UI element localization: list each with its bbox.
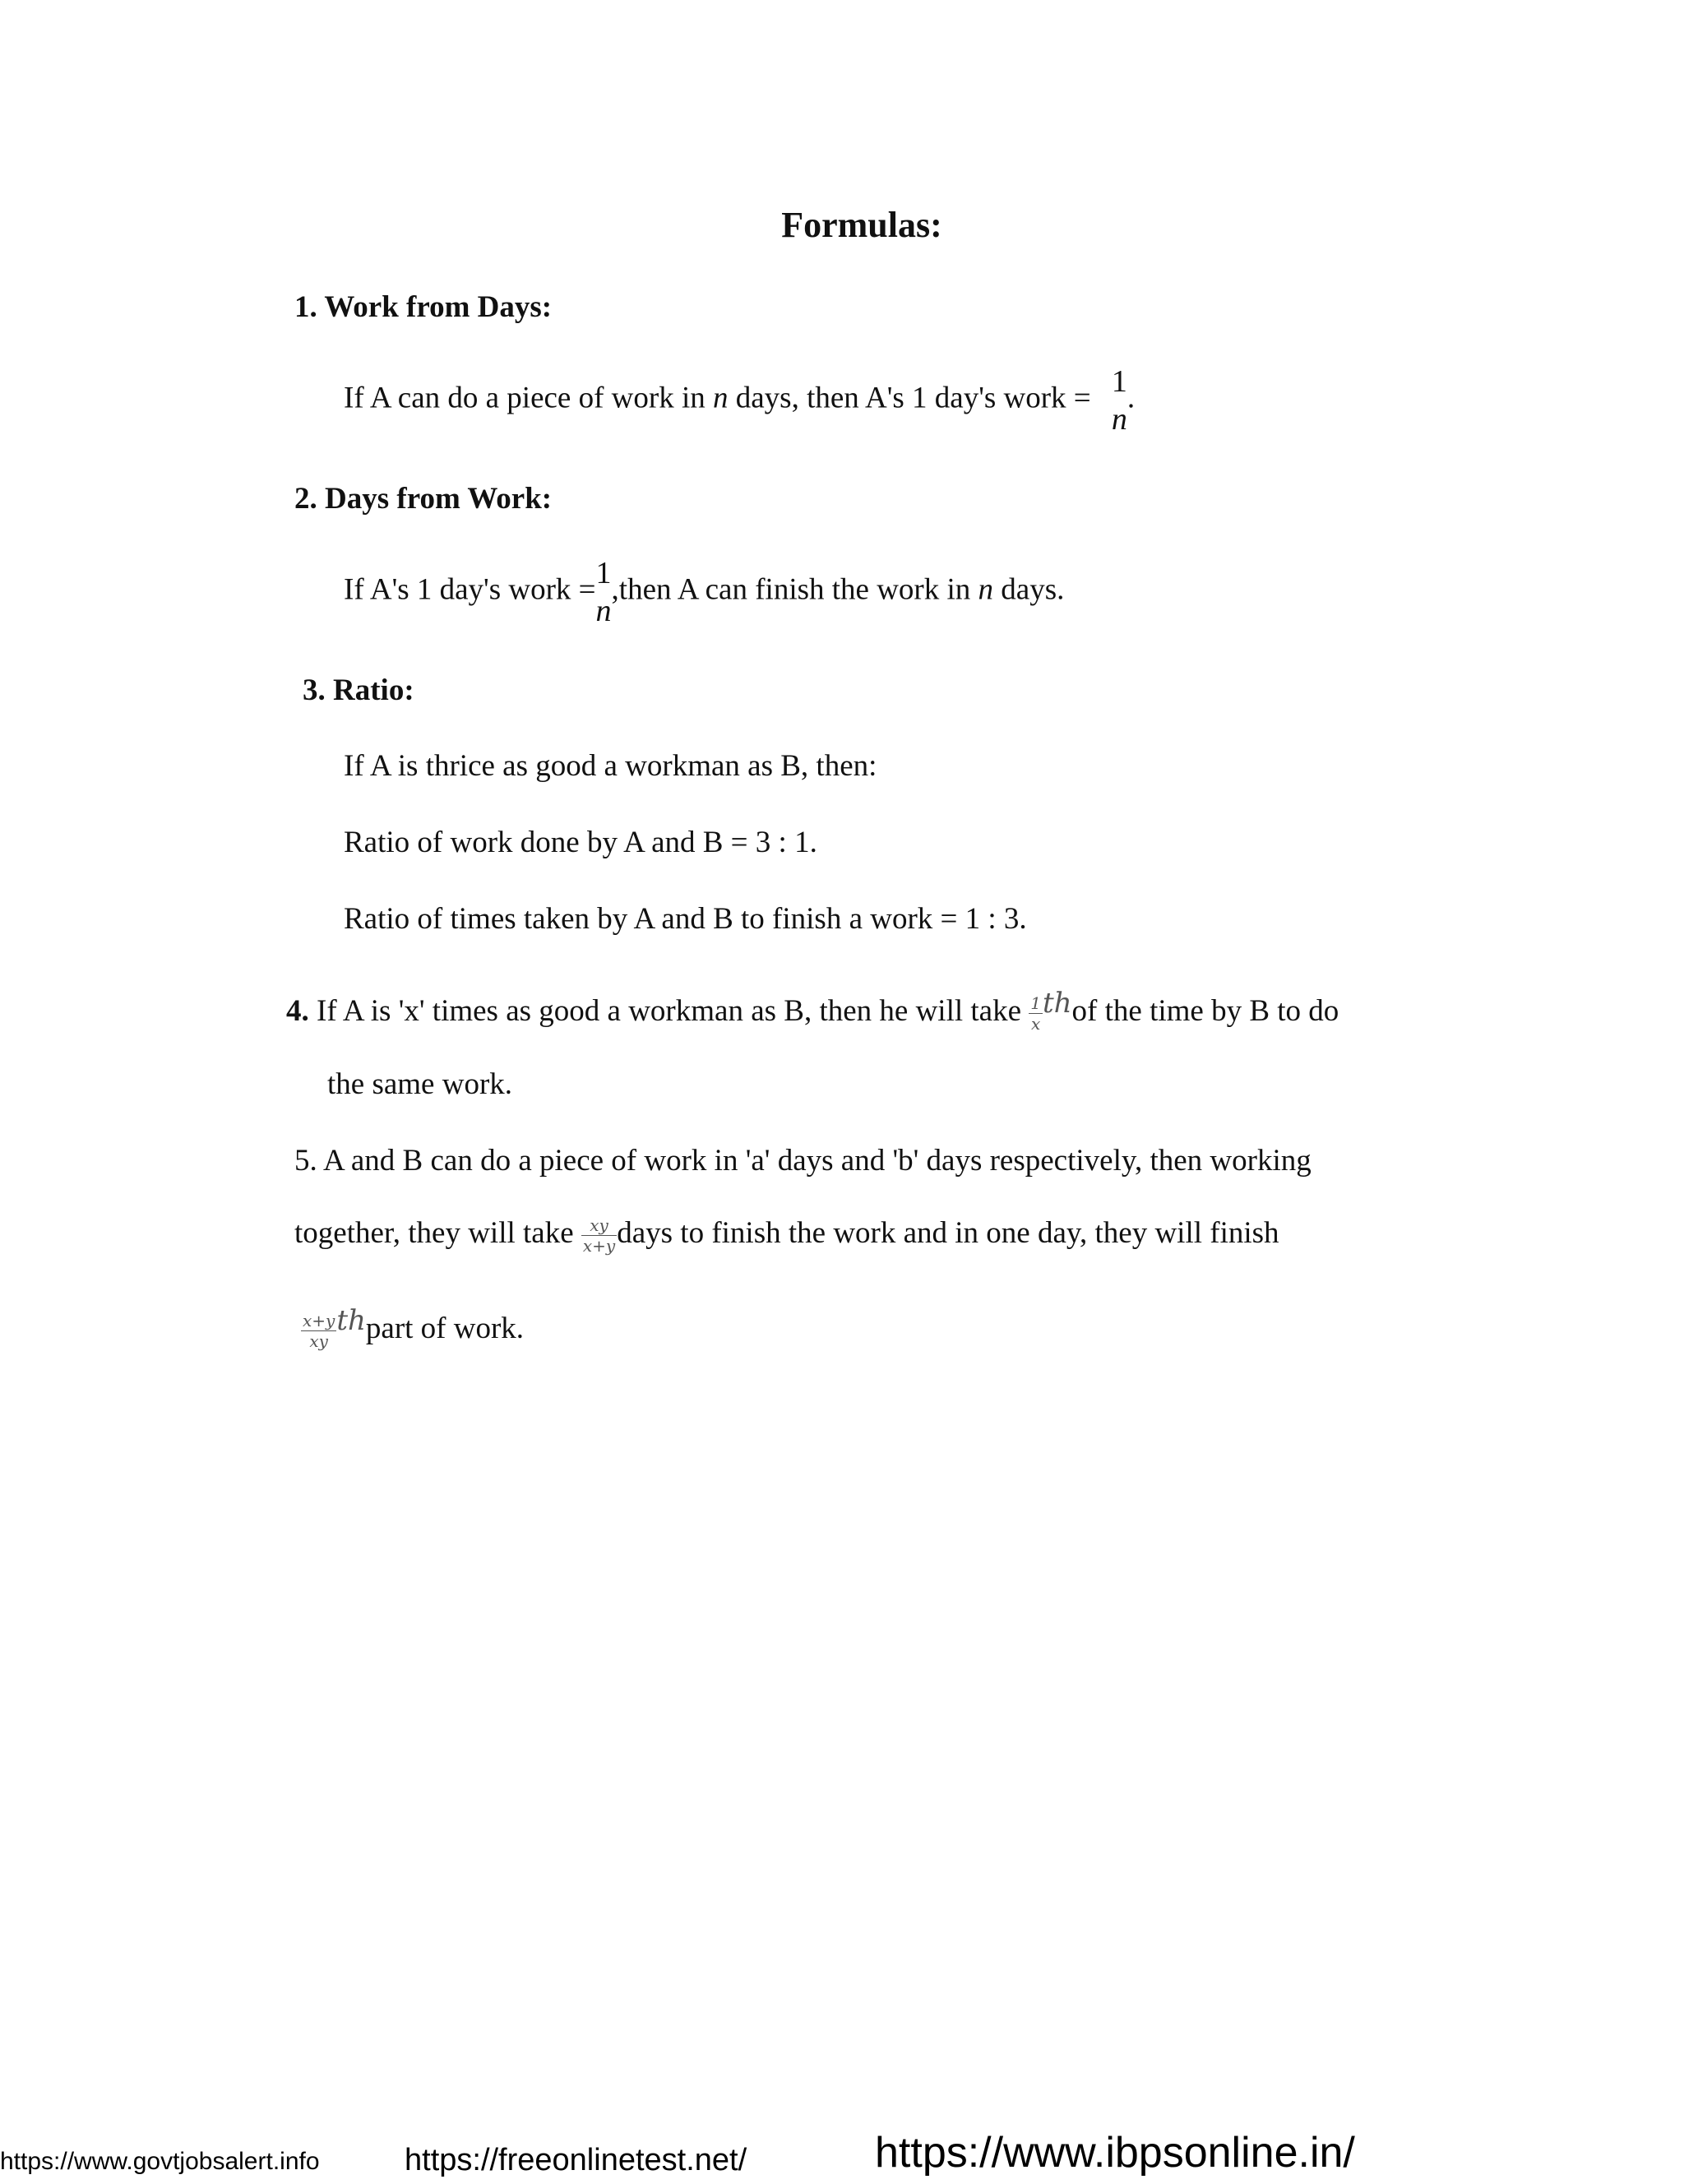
section-4-th: th <box>1042 987 1072 1020</box>
section-1-text-before: If A can do a piece of work in <box>344 381 713 415</box>
section-4-line-2: the same work. <box>327 1067 513 1101</box>
fraction-numerator: xy <box>581 1217 617 1236</box>
fraction-denominator: n <box>1111 402 1127 437</box>
section-3-heading: 3. Ratio: <box>303 673 414 707</box>
section-4-fraction <box>1029 995 1043 1032</box>
fraction-denominator: x+y <box>582 1236 616 1256</box>
footer-link-govtjobsalert[interactable]: https://www.govtjobsalert.info <box>0 2148 320 2175</box>
section-5-line-2-after: days to finish the work and in one day, they will finish <box>617 1216 1279 1250</box>
section-1-var: n <box>713 381 729 415</box>
fraction-numerator: x+y <box>303 1311 335 1331</box>
section-2-heading: 2. Days from Work: <box>294 482 553 516</box>
section-5-line-3 <box>301 1304 525 1352</box>
section-2-text <box>344 558 1064 627</box>
section-3-line-2: Ratio of work done by A and B = 3 : 1. <box>344 826 817 859</box>
fraction-numerator: 1 <box>1111 364 1127 399</box>
section-2-var: n <box>978 572 994 607</box>
section-5-th: th <box>336 1304 366 1337</box>
footer-link-ibpsonline[interactable]: https://www.ibpsonline.in/ <box>875 2129 1355 2177</box>
fraction-denominator: x <box>1030 1014 1041 1034</box>
section-4-text-after: of the time by B to do <box>1071 994 1339 1028</box>
page-title: Formulas: <box>781 205 942 245</box>
section-3-line-3: Ratio of times taken by A and B to finish a work = 1 : 3. <box>344 902 1027 936</box>
section-5-line-1: 5. A and B can do a piece of work in 'a' days and 'b' days respectively, then working <box>294 1144 1312 1178</box>
fraction-numerator: 1 <box>595 556 612 590</box>
fraction-denominator: xy <box>309 1331 328 1352</box>
section-1-text <box>344 366 1135 435</box>
section-2-tail: days. <box>993 572 1065 607</box>
section-4-line-1 <box>286 987 1339 1032</box>
section-1-fraction <box>1112 366 1127 435</box>
section-2-text-before: If A's 1 day's work = <box>344 572 596 607</box>
section-5-line-3-after: part of work. <box>365 1312 525 1345</box>
section-4-number: 4. <box>286 994 309 1028</box>
footer-link-freeonlinetest[interactable]: https://freeonlinetest.net/ <box>405 2143 747 2177</box>
section-5-fraction-1 <box>581 1217 617 1254</box>
section-4-text-before: If A is 'x' times as good a workman as B, then he will take <box>308 994 1029 1028</box>
section-2-fraction <box>596 558 612 627</box>
section-2-text-after: ,then A can finish the work in <box>611 572 978 607</box>
section-1-text-after: days, then A's 1 day's work = <box>728 381 1099 415</box>
fraction-denominator: n <box>595 594 612 628</box>
fraction-numerator: 1 <box>1030 993 1041 1014</box>
section-3-line-1: If A is thrice as good a workman as B, then: <box>344 749 877 783</box>
section-5-line-2-before: together, they will take <box>294 1216 581 1250</box>
section-1-heading: 1. Work from Days: <box>294 290 553 324</box>
section-5-line-2 <box>294 1215 1279 1254</box>
section-1-tail: . <box>1127 381 1136 415</box>
section-5-fraction-2 <box>301 1311 336 1352</box>
